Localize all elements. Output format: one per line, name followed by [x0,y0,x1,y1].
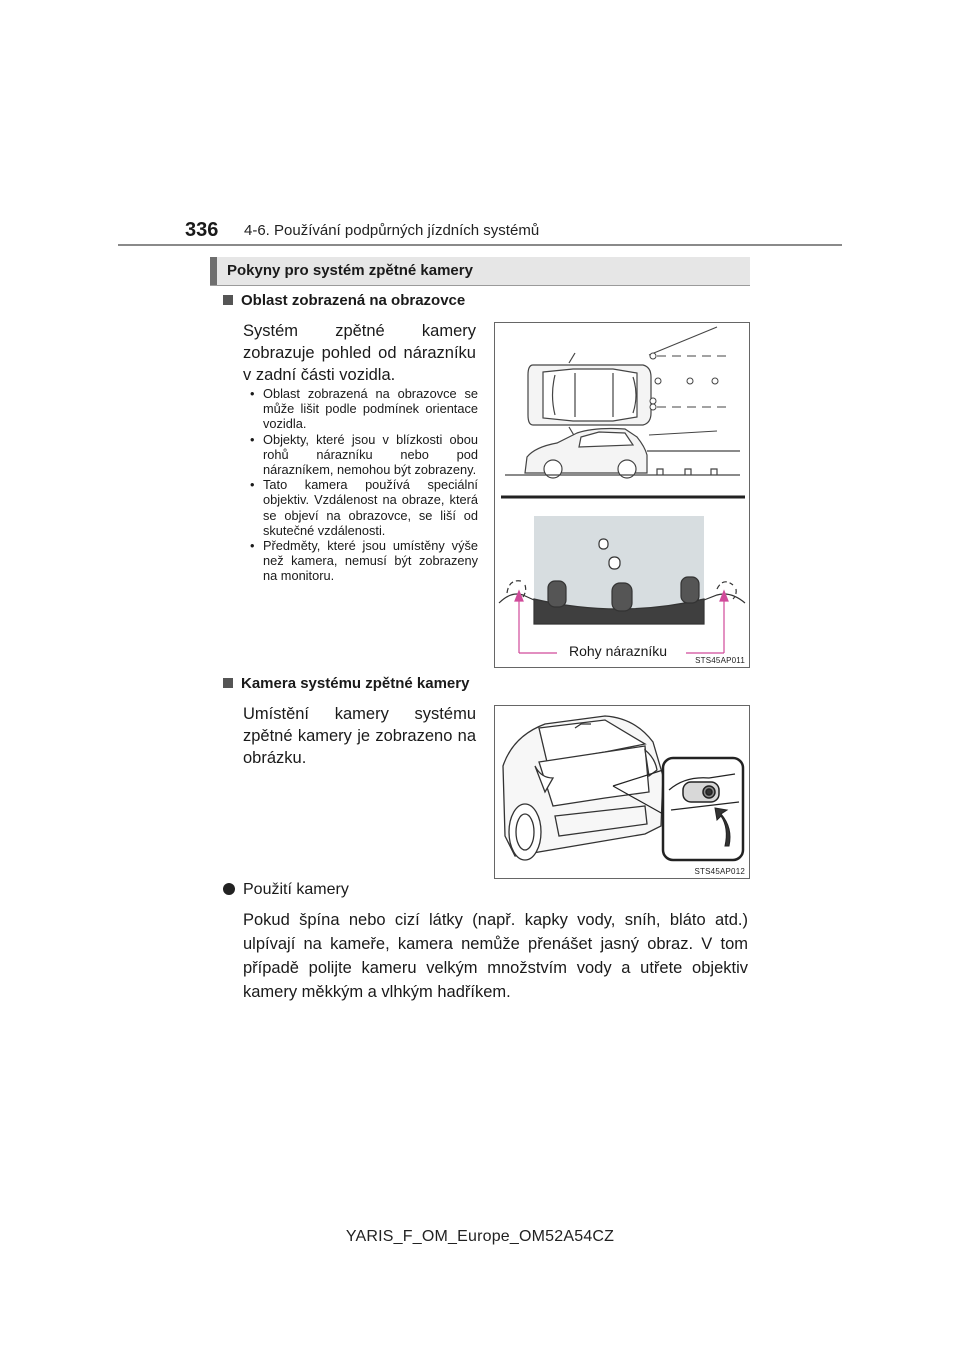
heading-title: Pokyny pro systém zpětné kamery [227,262,473,279]
list-item: • Objekty, které jsou v blízkosti obou rohů nárazníku nebo pod nárazníkem, nemohou být zobrazeny. [248,432,478,478]
display-area-bullets [248,386,478,584]
camera-location-figure [494,705,750,879]
list-item: • Tato kamera používá speciální objektiv. Vzdálenost na obraze, která se objeví na obrazovce, se liší od skutečné vzdálenosti. [248,477,478,538]
display-area-title: Oblast zobrazená na obrazovce [241,292,466,309]
footer-code: YARIS_F_OM_Europe_OM52A54CZ [345,1228,615,1245]
list-item: • Předměty, které jsou umístěny výše než kamera, nemusí být zobrazeny na monitoru. [248,538,478,584]
header-divider [118,244,842,246]
camera-text: Umístění kamery systému zpětné kamery je zobrazeno na obrázku. [243,705,476,767]
car-side-view [505,429,740,479]
camera-subheading [223,675,469,692]
heading-divider [210,285,750,286]
usage-subheading [223,881,349,899]
square-bullet-icon [223,678,233,688]
bumper-corners-label: Rohy nárazníku [569,643,668,659]
car-top-view [528,353,651,437]
camera-view-lines [649,327,731,435]
figure-code: STS45AP011 [695,656,745,665]
heading-bar [210,257,750,285]
camera-view-figure [494,322,750,668]
usage-text: Pokud špína nebo cizí látky (např. kapky vody, sníh, bláto atd.) ulpívají na kameře, kamera nemůže přenášet jasný obraz. V tom případě polijte kameru velkým množstvím vody a utřete objektiv kamery měkkým a vlhkým hadříkem. [243,911,748,1001]
camera-zoom-inset [663,758,743,860]
display-area-subheading [223,292,465,309]
section-title: 4-6. Používání podpůrných jízdních systémů [244,222,540,239]
figure-code: STS45AP012 [694,867,745,876]
page-number: 336 [185,219,219,241]
list-item: • Oblast zobrazená na obrazovce se může lišit podle podmínek orientace vozidla. [248,386,478,432]
camera-title: Kamera systému zpětné kamery [241,675,470,692]
camera-location-illustration [495,706,749,878]
car-rear-view [503,716,663,860]
display-area-text: Systém zpětné kamery zobrazuje pohled od nárazníku v zadní části vozidla. [243,322,476,384]
camera-view-illustration [495,323,749,667]
square-bullet-icon [223,295,233,305]
circle-bullet-icon [223,883,235,895]
usage-title: Použití kamery [243,881,349,898]
